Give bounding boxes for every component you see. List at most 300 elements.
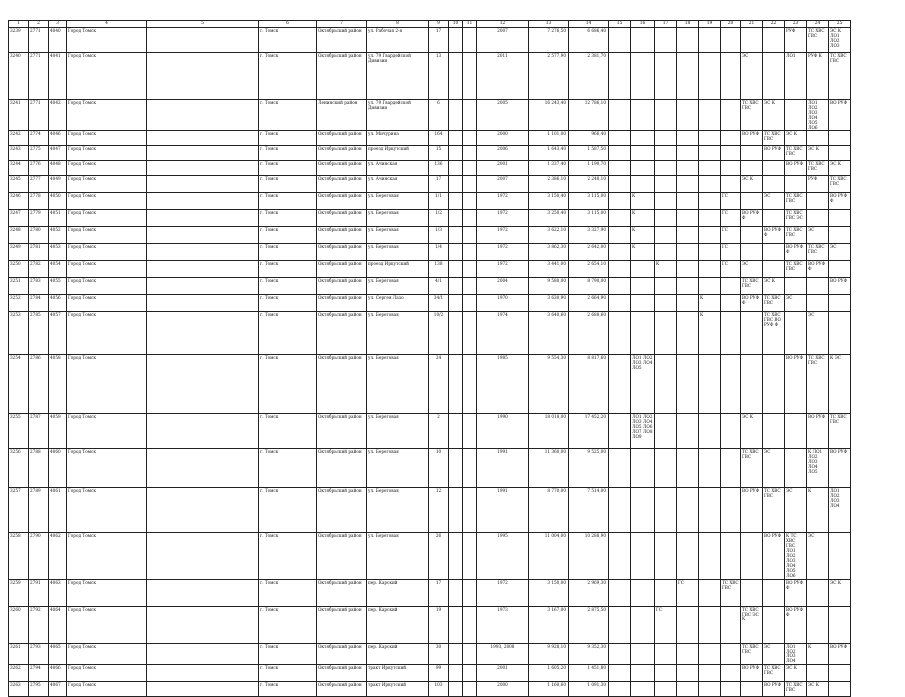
table-cell <box>699 414 721 449</box>
table-cell: 1991 <box>477 449 529 488</box>
table-cell: 136 <box>429 161 449 176</box>
table-cell <box>785 176 807 193</box>
table-cell <box>147 312 259 355</box>
table-cell <box>449 176 463 193</box>
table-cell: 2789 <box>29 488 49 533</box>
column-number-cell: 8 <box>367 21 429 28</box>
table-row <box>9 193 851 210</box>
table-cell: 11 360,00 <box>529 449 569 488</box>
table-cell <box>631 295 655 312</box>
table-cell: Город Томск <box>67 579 147 606</box>
table-cell <box>721 488 741 533</box>
table-cell: пер. Карский <box>367 643 429 665</box>
table-cell <box>147 643 259 665</box>
table-cell: 4042 <box>49 100 67 131</box>
table-cell: 2007 <box>477 176 529 193</box>
table-cell: 3 250,40 <box>529 210 569 227</box>
table-cell <box>609 643 631 665</box>
table-cell <box>807 193 829 210</box>
table-cell: г. Томск <box>259 355 317 414</box>
table-cell: ВО РУФ Ф <box>785 579 807 606</box>
table-cell <box>763 606 785 643</box>
table-cell: ВО РУФ Ф <box>785 606 807 643</box>
table-cell <box>829 665 851 682</box>
table-cell: ЭС <box>785 488 807 533</box>
table-cell <box>463 579 477 606</box>
table-cell: РУФ К <box>807 53 829 100</box>
table-cell: 1990 <box>477 414 529 449</box>
table-cell: Октябрьский район <box>317 244 367 261</box>
table-cell: 3 327,90 <box>569 227 609 244</box>
table-cell: ЭС К <box>741 176 763 193</box>
table-cell <box>463 53 477 100</box>
table-cell: 2 642,00 <box>569 244 609 261</box>
table-cell: Город Томск <box>67 210 147 227</box>
table-cell: ЭС К ЛО1 ЛО2 ЛО3 <box>829 28 851 53</box>
table-cell: Октябрьский район <box>317 606 367 643</box>
table-cell: ЭС К <box>763 278 785 295</box>
table-cell <box>677 414 699 449</box>
table-cell: 4055 <box>49 278 67 295</box>
table-cell: 1972 <box>477 244 529 261</box>
table-cell: ГС <box>677 579 699 606</box>
table-cell <box>463 193 477 210</box>
table-cell: г. Томск <box>259 161 317 176</box>
table-cell: 4052 <box>49 227 67 244</box>
table-cell: ТС ХВС ГВС ЭС <box>785 210 807 227</box>
table-cell <box>677 146 699 161</box>
table-cell: г. Томск <box>259 227 317 244</box>
table-cell: 2011 <box>477 53 529 100</box>
column-number-row <box>9 21 851 28</box>
table-cell <box>785 414 807 449</box>
table-cell: ВО РУФ Ф <box>741 295 763 312</box>
table-cell: 2 875,50 <box>569 606 609 643</box>
table-cell: 2007 <box>477 28 529 53</box>
table-cell <box>807 210 829 227</box>
table-cell: 2001 <box>477 161 529 176</box>
table-cell <box>655 449 677 488</box>
table-cell <box>449 227 463 244</box>
table-cell: ВО РУФ <box>763 146 785 161</box>
table-row <box>9 579 851 606</box>
table-cell <box>631 488 655 533</box>
table-row <box>9 533 851 579</box>
table-cell: 4059 <box>49 414 67 449</box>
table-cell: г. Томск <box>259 210 317 227</box>
table-cell <box>699 210 721 227</box>
table-cell: ТС ХВС ГВС ЭС К <box>741 606 763 643</box>
column-number-cell: 4 <box>67 21 147 28</box>
table-cell: 7 276,50 <box>529 28 569 53</box>
table-cell: К <box>631 244 655 261</box>
table-cell <box>449 261 463 278</box>
table-cell <box>631 176 655 193</box>
table-cell: 4051 <box>49 210 67 227</box>
table-cell <box>655 176 677 193</box>
table-cell <box>699 579 721 606</box>
table-cell: 3245 <box>9 176 29 193</box>
table-cell: ул. Береговая <box>367 278 429 295</box>
table-cell: ЭС К <box>807 682 829 697</box>
table-cell <box>463 227 477 244</box>
table-cell: Октябрьский район <box>317 295 367 312</box>
table-cell: 4041 <box>49 53 67 100</box>
table-cell: Октябрьский район <box>317 643 367 665</box>
table-cell: Город Томск <box>67 146 147 161</box>
table-cell: г. Томск <box>259 579 317 606</box>
table-cell <box>147 261 259 278</box>
table-cell: Октябрьский район <box>317 449 367 488</box>
table-row <box>9 244 851 261</box>
column-number-cell: 22 <box>763 21 785 28</box>
table-cell <box>463 682 477 697</box>
table-cell <box>741 28 763 53</box>
table-cell <box>609 210 631 227</box>
column-number-cell: 15 <box>609 21 631 28</box>
table-cell: ул. Мичурина <box>367 131 429 146</box>
table-cell: Октябрьский район <box>317 414 367 449</box>
table-cell <box>677 53 699 100</box>
table-cell: 2780 <box>29 227 49 244</box>
table-cell: К ЭС <box>829 355 851 414</box>
table-cell <box>785 449 807 488</box>
table-cell: г. Томск <box>259 193 317 210</box>
column-number-cell: 18 <box>677 21 699 28</box>
table-cell: 3256 <box>9 449 29 488</box>
table-cell: 3 150,40 <box>529 193 569 210</box>
table-cell: ЭС К <box>763 100 785 131</box>
table-cell: ул. Береговая <box>367 533 429 579</box>
table-cell <box>677 278 699 295</box>
table-cell: ул. 79 Гвардейской Дивизии <box>367 100 429 131</box>
table-cell: Октябрьский район <box>317 53 367 100</box>
table-cell <box>449 579 463 606</box>
table-cell: 9 554,30 <box>529 355 569 414</box>
table-cell <box>449 210 463 227</box>
table-cell <box>463 176 477 193</box>
table-cell <box>463 449 477 488</box>
table-cell: 2 664,90 <box>569 295 609 312</box>
table-cell: Город Томск <box>67 606 147 643</box>
table-cell: 3243 <box>9 146 29 161</box>
table-cell: 2776 <box>29 161 49 176</box>
table-cell: г. Томск <box>259 28 317 53</box>
table-cell <box>631 606 655 643</box>
table-cell: ЛО1 ЛО2 ЛО3 ЛО4 ЛО5 ЛО6 <box>807 100 829 131</box>
table-row <box>9 53 851 100</box>
table-cell: г. Томск <box>259 449 317 488</box>
table-cell: Город Томск <box>67 312 147 355</box>
table-cell <box>807 278 829 295</box>
table-cell <box>609 244 631 261</box>
table-cell: ВО РУФ <box>763 533 785 579</box>
table-cell <box>655 244 677 261</box>
table-cell: 164 <box>429 131 449 146</box>
table-cell <box>699 176 721 193</box>
table-cell <box>463 244 477 261</box>
table-cell: ВО РУФ <box>763 682 785 697</box>
column-number-cell: 11 <box>463 21 477 28</box>
table-cell: 2 381,70 <box>569 53 609 100</box>
table-cell <box>463 100 477 131</box>
table-cell <box>721 665 741 682</box>
table-cell <box>609 261 631 278</box>
table-cell: 1 587,50 <box>569 146 609 161</box>
table-cell: ЭС <box>763 193 785 210</box>
table-cell <box>631 665 655 682</box>
table-cell: 8 770,00 <box>529 488 569 533</box>
table-cell <box>609 682 631 697</box>
table-cell <box>609 28 631 53</box>
table-cell: ЭС <box>807 533 829 579</box>
table-cell <box>655 488 677 533</box>
table-cell: 6 <box>429 100 449 131</box>
table-cell <box>463 146 477 161</box>
table-cell: Октябрьский район <box>317 488 367 533</box>
table-row <box>9 161 851 176</box>
table-cell <box>829 227 851 244</box>
table-cell <box>655 533 677 579</box>
table-row <box>9 210 851 227</box>
table-cell: ЭС <box>807 227 829 244</box>
table-cell: Город Томск <box>67 244 147 261</box>
table-cell: 12 786,10 <box>569 100 609 131</box>
table-cell: 3241 <box>9 100 29 131</box>
table-cell <box>147 193 259 210</box>
table-cell <box>721 53 741 100</box>
table-cell: 4049 <box>49 176 67 193</box>
table-cell: 4063 <box>49 579 67 606</box>
table-cell <box>721 161 741 176</box>
table-cell: 1 605,20 <box>529 665 569 682</box>
table-cell: ТС ХВС ГВС <box>829 53 851 100</box>
table-cell <box>721 606 741 643</box>
table-cell: Город Томск <box>67 176 147 193</box>
table-cell <box>741 227 763 244</box>
table-cell <box>807 579 829 606</box>
table-cell <box>147 210 259 227</box>
table-cell <box>449 193 463 210</box>
table-cell <box>721 278 741 295</box>
table-cell <box>721 643 741 665</box>
table-cell <box>829 533 851 579</box>
table-cell: 2788 <box>29 449 49 488</box>
table-cell: г. Томск <box>259 146 317 161</box>
column-number-cell: 2 <box>29 21 49 28</box>
table-cell: тракт Иркутский <box>367 665 429 682</box>
table-cell: 3251 <box>9 278 29 295</box>
table-cell: К <box>631 193 655 210</box>
table-cell: 2006 <box>477 146 529 161</box>
table-cell <box>677 193 699 210</box>
table-cell: 3 622,10 <box>529 227 569 244</box>
table-cell <box>609 131 631 146</box>
column-number-cell: 23 <box>785 21 807 28</box>
table-cell: 26 <box>429 533 449 579</box>
table-cell <box>721 414 741 449</box>
table-row <box>9 278 851 295</box>
table-cell: 3252 <box>9 295 29 312</box>
table-cell <box>631 131 655 146</box>
table-cell <box>699 227 721 244</box>
table-cell: ул. Рабочая 2-я <box>367 28 429 53</box>
table-cell: 4048 <box>49 161 67 176</box>
table-cell <box>631 53 655 100</box>
column-number-cell: 16 <box>631 21 655 28</box>
table-cell: 2787 <box>29 414 49 449</box>
table-cell <box>677 488 699 533</box>
table-cell <box>677 261 699 278</box>
table-cell: 3242 <box>9 131 29 146</box>
table-cell <box>147 100 259 131</box>
table-cell: 7 514,00 <box>569 488 609 533</box>
table-cell <box>631 146 655 161</box>
table-cell: 2785 <box>29 312 49 355</box>
table-cell: ЭС <box>829 244 851 261</box>
table-cell: 1 337,40 <box>529 161 569 176</box>
table-cell <box>463 131 477 146</box>
table-cell: Город Томск <box>67 355 147 414</box>
table-cell <box>829 682 851 697</box>
table-cell: Город Томск <box>67 227 147 244</box>
table-cell: г. Томск <box>259 312 317 355</box>
table-cell: 3 630,90 <box>529 295 569 312</box>
table-cell <box>763 355 785 414</box>
table-cell: 2786 <box>29 355 49 414</box>
table-cell <box>741 312 763 355</box>
table-cell <box>609 100 631 131</box>
table-cell <box>721 295 741 312</box>
register-table <box>8 20 851 697</box>
table-cell <box>699 244 721 261</box>
table-cell <box>785 312 807 355</box>
table-cell: 4065 <box>49 643 67 665</box>
table-cell <box>677 131 699 146</box>
table-cell: ЛО1 ЛО2 ЛО3 ЛО4 ЛО5 ЛО6 ЛО7 ЛО8 ЛО9 <box>631 414 655 449</box>
table-cell: Город Томск <box>67 488 147 533</box>
table-cell: К <box>655 261 677 278</box>
column-number-cell: 13 <box>529 21 569 28</box>
table-cell: г. Томск <box>259 278 317 295</box>
table-cell: 4054 <box>49 261 67 278</box>
table-cell <box>655 161 677 176</box>
table-cell: ЭС <box>763 643 785 665</box>
table-cell: 1993, 2008 <box>477 643 529 665</box>
table-row <box>9 414 851 449</box>
table-cell <box>449 682 463 697</box>
table-cell: г. Томск <box>259 176 317 193</box>
table-cell: 1995 <box>477 533 529 579</box>
table-row <box>9 227 851 244</box>
table-cell: Октябрьский район <box>317 682 367 697</box>
table-cell: ЛО1 ЛО2 ЛО3 ЛО4 ЛО5 <box>631 355 655 414</box>
table-cell: 1/1 <box>429 193 449 210</box>
table-row <box>9 312 851 355</box>
table-cell: ГС <box>721 210 741 227</box>
table-cell <box>449 488 463 533</box>
table-cell <box>829 131 851 146</box>
table-cell: ТС ХВС ГВС <box>807 161 829 176</box>
table-cell: 4047 <box>49 146 67 161</box>
table-cell: 9 580,00 <box>529 278 569 295</box>
table-row <box>9 131 851 146</box>
table-cell: 16 243,40 <box>529 100 569 131</box>
table-cell <box>147 449 259 488</box>
table-cell: К ЛО1 ЛО2 ЛО3 ЛО4 ЛО5 <box>807 449 829 488</box>
table-cell <box>631 643 655 665</box>
table-cell: Город Томск <box>67 414 147 449</box>
column-number-cell: 6 <box>259 21 317 28</box>
table-cell: ГС <box>721 261 741 278</box>
table-row <box>9 682 851 697</box>
table-cell: 3250 <box>9 261 29 278</box>
table-cell: 2005 <box>477 100 529 131</box>
table-cell: Октябрьский район <box>317 355 367 414</box>
table-cell: ВО РУФ <box>741 488 763 533</box>
table-cell: Город Томск <box>67 100 147 131</box>
table-cell <box>699 100 721 131</box>
table-cell: Октябрьский район <box>317 176 367 193</box>
table-cell: 3263 <box>9 682 29 697</box>
table-cell <box>655 414 677 449</box>
table-cell <box>147 579 259 606</box>
table-cell <box>699 278 721 295</box>
table-row <box>9 643 851 665</box>
table-cell: ЭС <box>741 261 763 278</box>
table-cell <box>763 161 785 176</box>
table-cell: ТС ХВС ГВС <box>785 146 807 161</box>
table-cell <box>147 244 259 261</box>
table-cell: 3 862,30 <box>529 244 569 261</box>
table-cell <box>677 533 699 579</box>
table-cell <box>655 312 677 355</box>
table-cell: ул. Береговая <box>367 312 429 355</box>
table-cell <box>449 295 463 312</box>
table-cell: 10 288,90 <box>569 533 609 579</box>
table-cell <box>655 146 677 161</box>
table-cell: 10 <box>429 449 449 488</box>
table-cell: 3262 <box>9 665 29 682</box>
table-cell <box>449 28 463 53</box>
table-cell <box>609 193 631 210</box>
table-row <box>9 665 851 682</box>
table-cell: 17 <box>429 579 449 606</box>
table-cell: ул. Береговая <box>367 244 429 261</box>
table-cell <box>449 449 463 488</box>
table-cell <box>147 533 259 579</box>
table-cell: ул. Береговая <box>367 449 429 488</box>
table-cell <box>463 28 477 53</box>
table-cell: 4053 <box>49 244 67 261</box>
table-cell: Город Томск <box>67 53 147 100</box>
table-cell: г. Томск <box>259 533 317 579</box>
table-cell <box>147 161 259 176</box>
table-cell: Ленинский район <box>317 100 367 131</box>
table-row <box>9 295 851 312</box>
table-cell: ТС ХВС ГВС <box>763 131 785 146</box>
table-row <box>9 449 851 488</box>
table-cell <box>463 295 477 312</box>
table-cell: ТС ХВС ГВС <box>741 449 763 488</box>
table-cell <box>631 312 655 355</box>
column-number-cell: 24 <box>807 21 829 28</box>
table-cell <box>763 261 785 278</box>
table-cell <box>147 146 259 161</box>
table-cell: ВО РУФ Ф <box>785 244 807 261</box>
table-cell: 3260 <box>9 606 29 643</box>
table-cell: г. Томск <box>259 665 317 682</box>
